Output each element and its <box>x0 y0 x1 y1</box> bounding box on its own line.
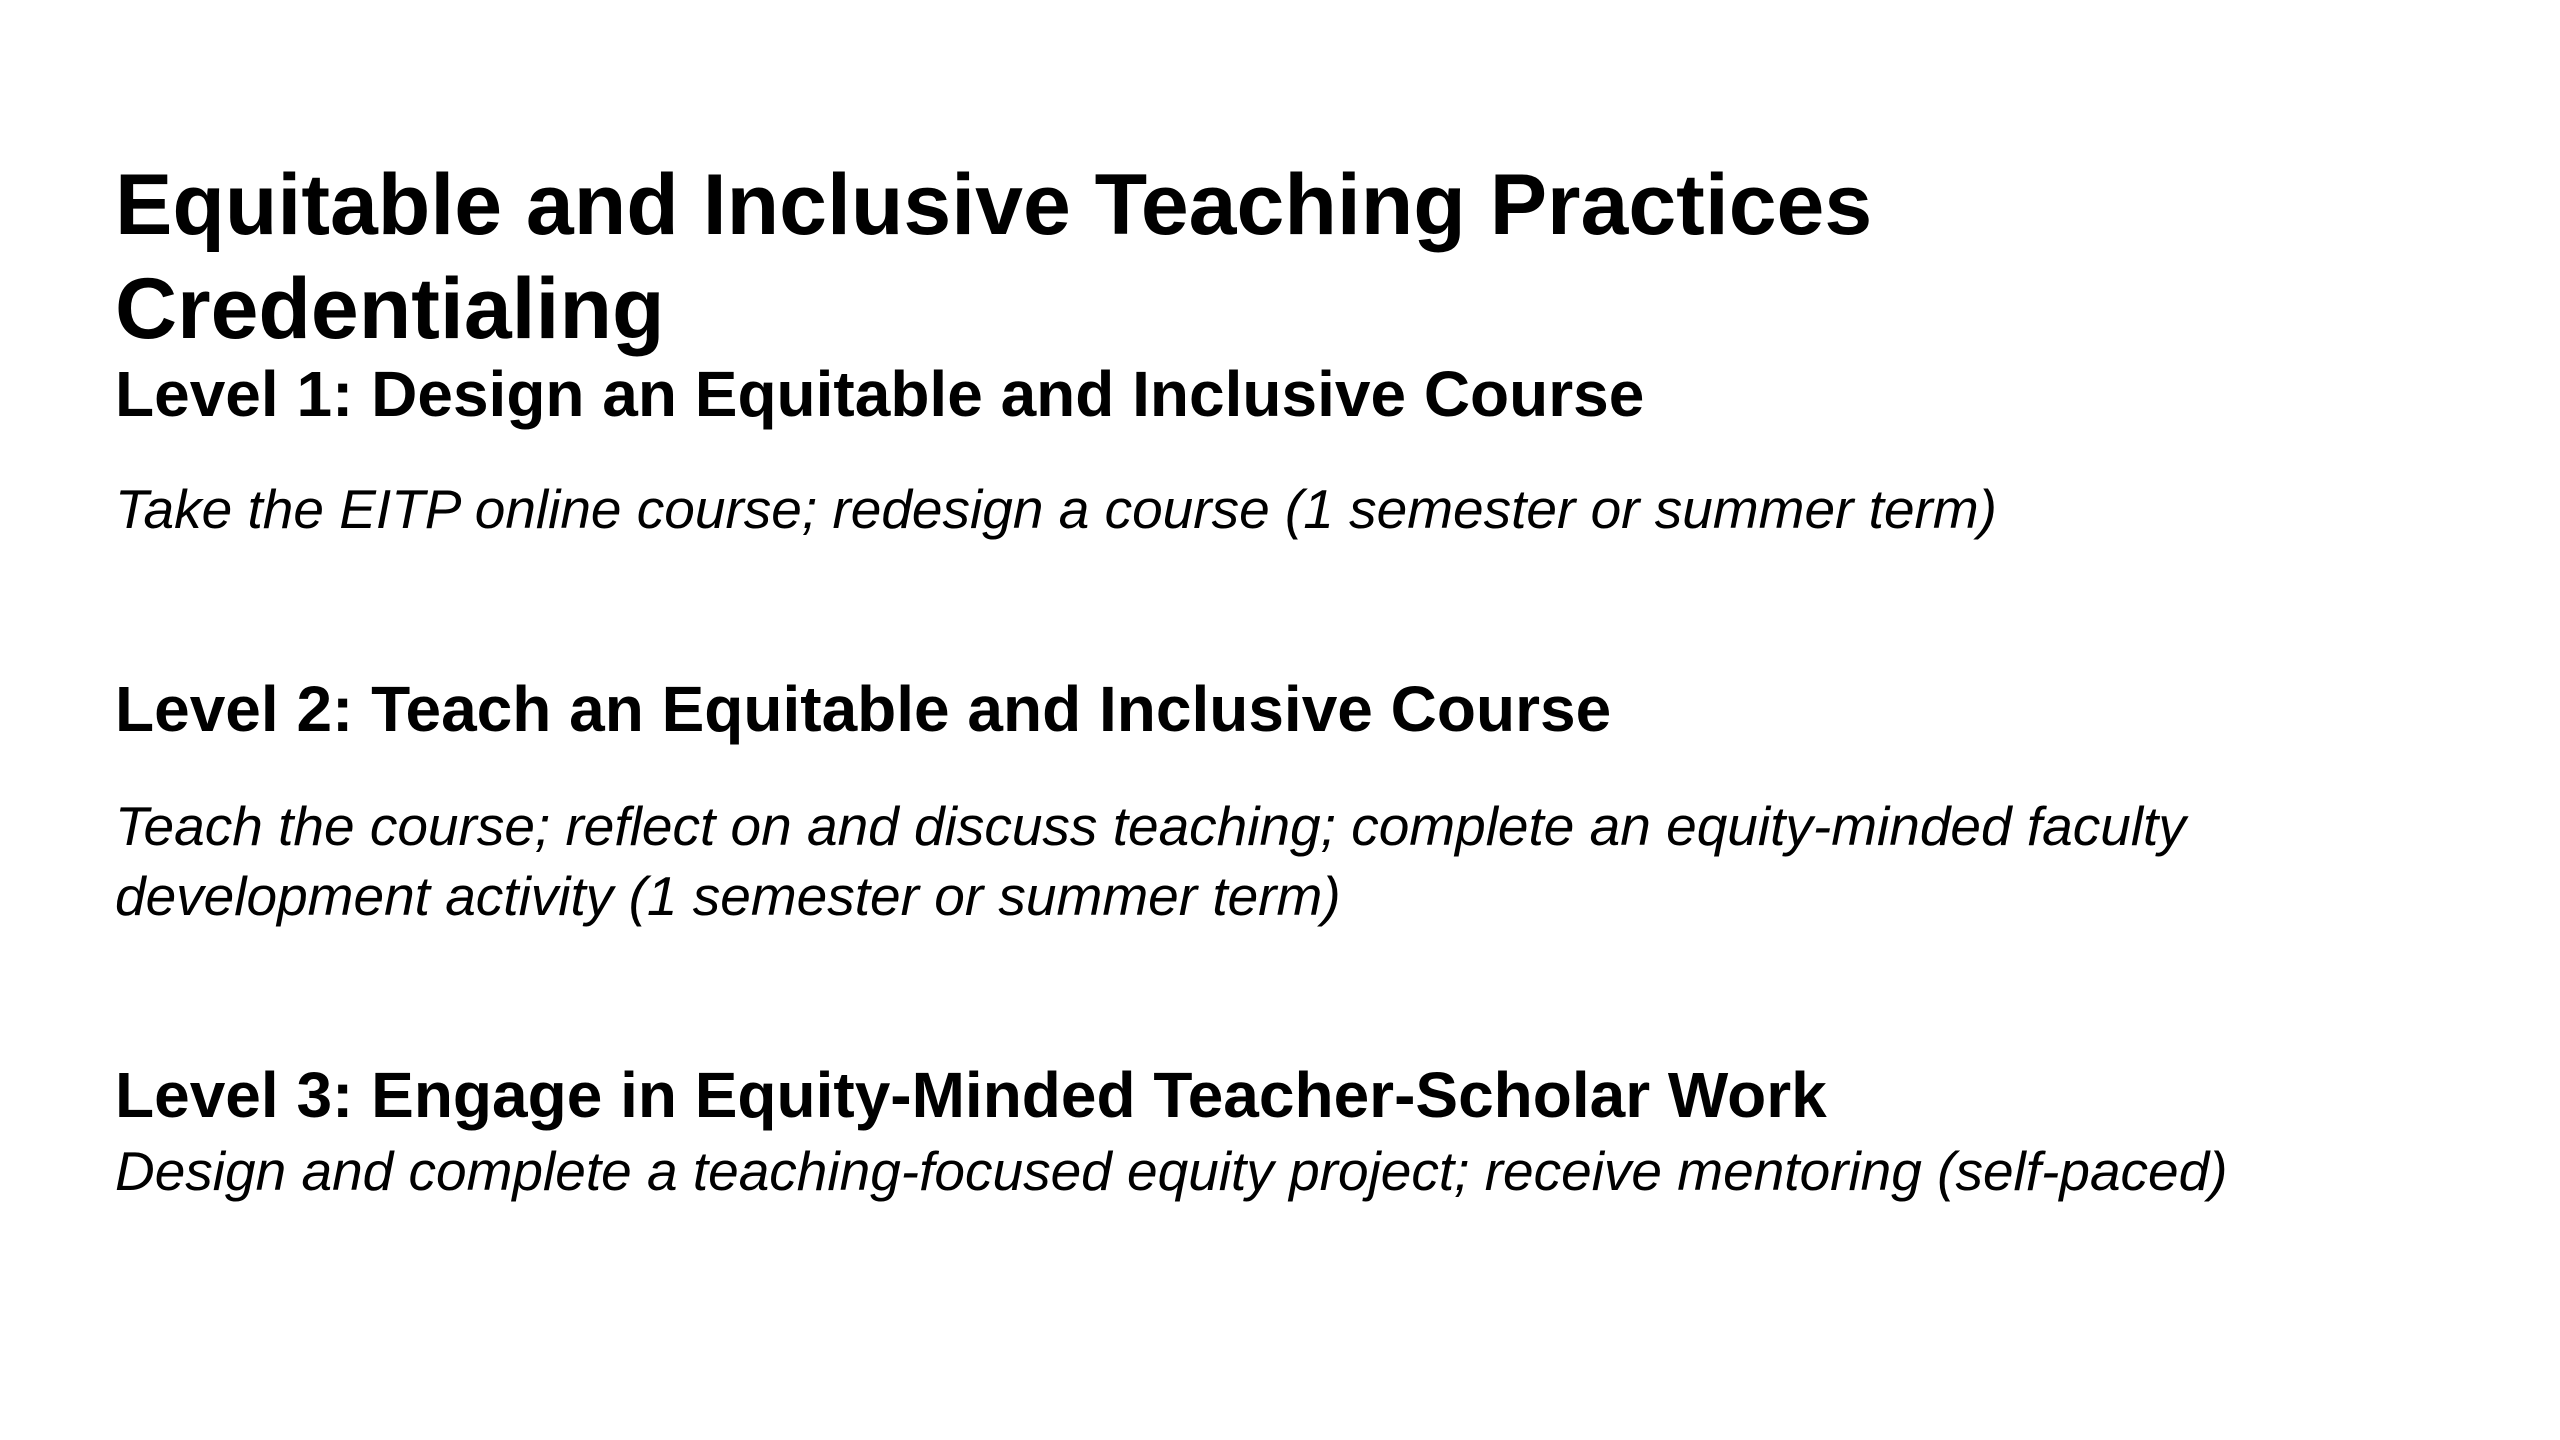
level-2-heading: Level 2: Teach an Equitable and Inclusive Course <box>115 673 1612 745</box>
slide-title: Equitable and Inclusive Teaching Practices Credentialing <box>115 157 1873 357</box>
level-3-description: Design and complete a teaching-focused equity project; receive mentoring (self-paced) <box>115 1140 2228 1202</box>
level-3-heading: Level 3: Engage in Equity-Minded Teacher-Scholar Work <box>115 1059 1827 1131</box>
level-1-description: Take the EITP online course; redesign a course (1 semester or summer term) <box>115 478 1997 540</box>
level-1-heading: Level 1: Design an Equitable and Inclusive Course <box>115 358 1645 430</box>
level-2-description: Teach the course; reflect on and discuss teaching; complete an equity-minded faculty development activity (1 semester or summer term) <box>115 795 2186 927</box>
